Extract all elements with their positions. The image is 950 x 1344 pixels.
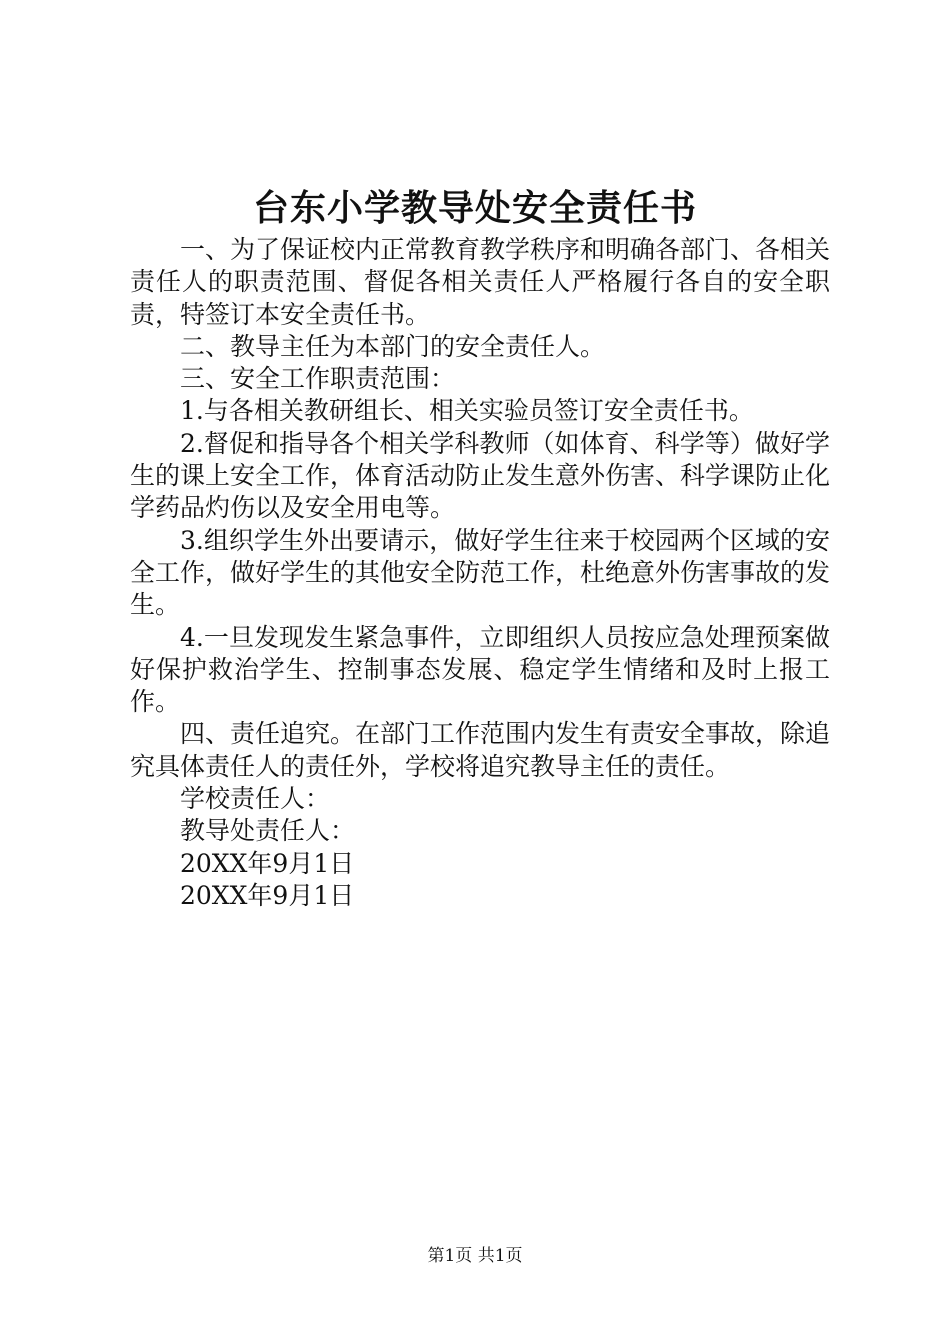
paragraph-item-4: 4.一旦发现发生紧急事件，立即组织人员按应急处理预案做好保护救治学生、控制事态发展、稳定学生情绪和及时上报工作。	[130, 622, 830, 717]
document-body	[130, 234, 830, 912]
paragraph-scope-heading: 三、安全工作职责范围：	[180, 364, 456, 394]
signature-date-1: 20XX年9月1日	[180, 848, 355, 878]
page-number-footer: 第1页 共1页	[427, 1246, 523, 1266]
paragraph-item-2: 2.督促和指导各个相关学科教师（如体育、科学等）做好学生的课上安全工作，体育活动防止发生意外伤害、科学课防止化学药品灼伤以及安全用电等。	[130, 428, 831, 523]
paragraph-item-3: 3.组织学生外出要请示，做好学生往来于校园两个区域的安全工作，做好学生的其他安全防范工作，杜绝意外伤害事故的发生。	[130, 525, 831, 620]
signature-date-2: 20XX年9月1日	[180, 880, 355, 910]
paragraph-responsible-person: 二、教导主任为本部门的安全责任人。	[180, 331, 606, 361]
school-signature-label: 学校责任人：	[180, 784, 331, 814]
paragraph-purpose: 一、为了保证校内正常教育教学秩序和明确各部门、各相关责任人的职责范围、督促各相关责任人严格履行各自的安全职责，特签订本安全责任书。	[130, 235, 831, 329]
paragraph-accountability: 四、责任追究。在部门工作范围内发生有责安全事故，除追究具体责任人的责任外，学校将追究教导主任的责任。	[130, 719, 831, 781]
paragraph-item-1: 1.与各相关教研组长、相关实验员签订安全责任书。	[180, 396, 754, 426]
office-signature-label: 教导处责任人：	[180, 816, 356, 846]
document-title: 台东小学教导处安全责任书	[252, 187, 697, 229]
